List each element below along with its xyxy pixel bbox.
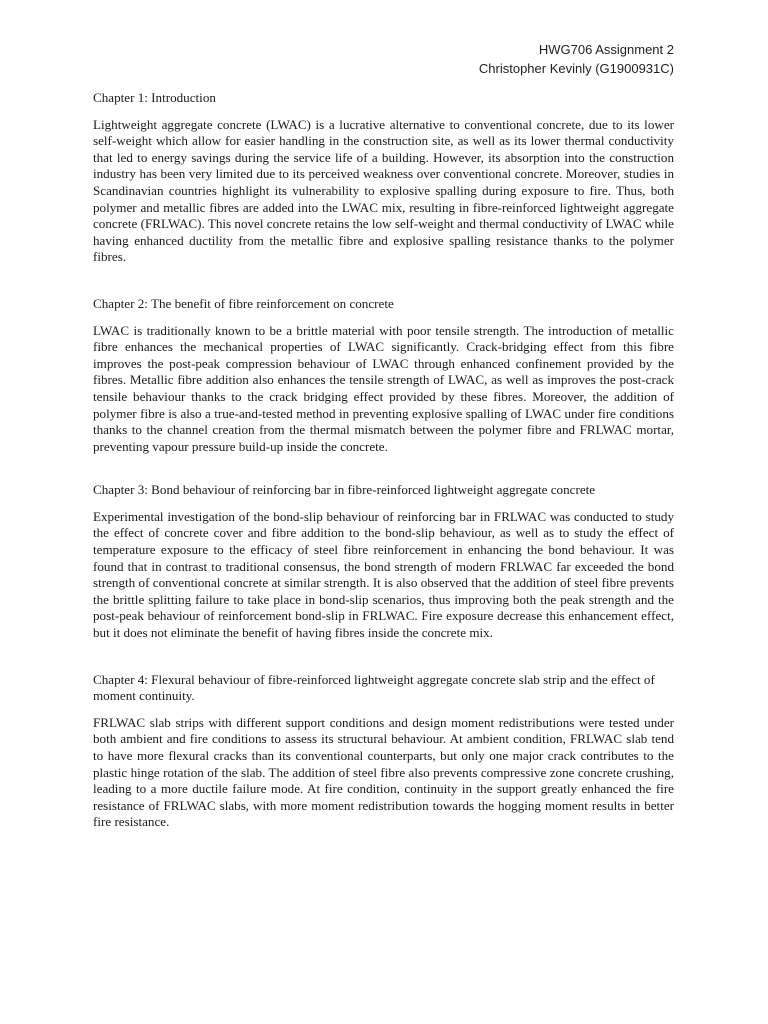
chapter-2-paragraph: LWAC is traditionally known to be a brittle material with poor tensile strength. The introduction of metallic fibre enhances the mechanical properties of LWAC significantly. Crack-bridging effect from this fibre improves the post-peak compression behaviour of LWAC through enhanced confinement provided by the fibres. Metallic fibre addition also enhances the tensile strength of LWAC, as well as improves the post-crack tensile behaviour thanks to the crack bridging effect provided by these fibres. Moreover, the addition of polymer fibre is also a true-and-tested method in preventing explosive spalling of LWAC under fire conditions thanks to the channel creation from the thermal mismatch between the polymer fibre and FRLWAC mortar, preventing vapour pressure build-up inside the concrete.: [93, 322, 674, 454]
chapter-3-heading: Chapter 3: Bond behaviour of reinforcing bar in fibre-reinforced lightweight aggregate concrete: [93, 482, 596, 498]
chapter-1-paragraph: Lightweight aggregate concrete (LWAC) is a lucrative alternative to conventional concrete, due to its lower self-weight which allow for easier handling in the construction site, as well as its lower thermal conductivity that led to energy savings during the service life of a building. However, its absorption into the construction industry has been very limited due to its perceived weakness over conventional concrete. Moreover, studies in Scandinavian countries highlight its vulnerability to explosive spalling during exposure to fire. Thus, both polymer and metallic fibres are added into the LWAC mix, resulting in fibre-reinforced lightweight aggregate concrete (FRLWAC). This novel concrete retains the low self-weight and thermal conductivity of LWAC while having enhanced ductility from the metallic fibre and explosive spalling resistance thanks to the polymer fibres.: [93, 116, 674, 265]
chapter-3: [93, 482, 674, 641]
chapter-4: [93, 672, 674, 831]
chapter-4-paragraph: FRLWAC slab strips with different support conditions and design moment redistributions were tested under both ambient and fire conditions to assess its structural behaviour. At ambient condition, FRLWAC slab tend to have more flexural cracks than its conventional counterparts, but only one major crack contributes to the plastic hinge rotation of the slab. The addition of steel fibre also prevents compressive zone concrete crushing, leading to a more ductile failure mode. At fire condition, continuity in the support greatly enhanced the fire resistance of FRLWAC slabs, with more moment redistribution towards the hogging moment results in better fire resistance.: [93, 714, 674, 830]
chapter-2-heading: Chapter 2: The benefit of fibre reinforcement on concrete: [93, 295, 394, 311]
assignment-title: HWG706 Assignment 2: [538, 42, 674, 57]
page-header: [479, 40, 674, 78]
document-body: [93, 90, 674, 861]
chapter-1-heading: Chapter 1: Introduction: [93, 90, 216, 105]
chapter-4-heading: Chapter 4: Flexural behaviour of fibre-reinforced lightweight aggregate concrete slab strip and the effect of moment continuity.: [93, 671, 655, 704]
chapter-3-paragraph: Experimental investigation of the bond-slip behaviour of reinforcing bar in FRLWAC was conducted to study the effect of concrete cover and fibre addition to the bond-slip behaviour, as well as to study the effect of temperature exposure to the efficacy of steel fibre reinforcement in enhancing the bond behaviour. It was found that in contrast to traditional consensus, the bond strength of modern FRLWAC far exceeded the bond strength of conventional concrete at similar strength. It is also observed that the addition of steel fibre prevents the brittle splitting failure to take place in bond-slip scenarios, thus improving both the peak strength and the post-peak behaviour of reinforcement bond-slip in FRLWAC. Fire exposure decrease this enhancement effect, but it does not eliminate the benefit of having fibres inside the concrete mix.: [93, 508, 674, 641]
chapter-2: [93, 296, 674, 455]
chapter-1: [93, 90, 674, 266]
author-name: Christopher Kevinly (G1900931C): [478, 61, 674, 76]
